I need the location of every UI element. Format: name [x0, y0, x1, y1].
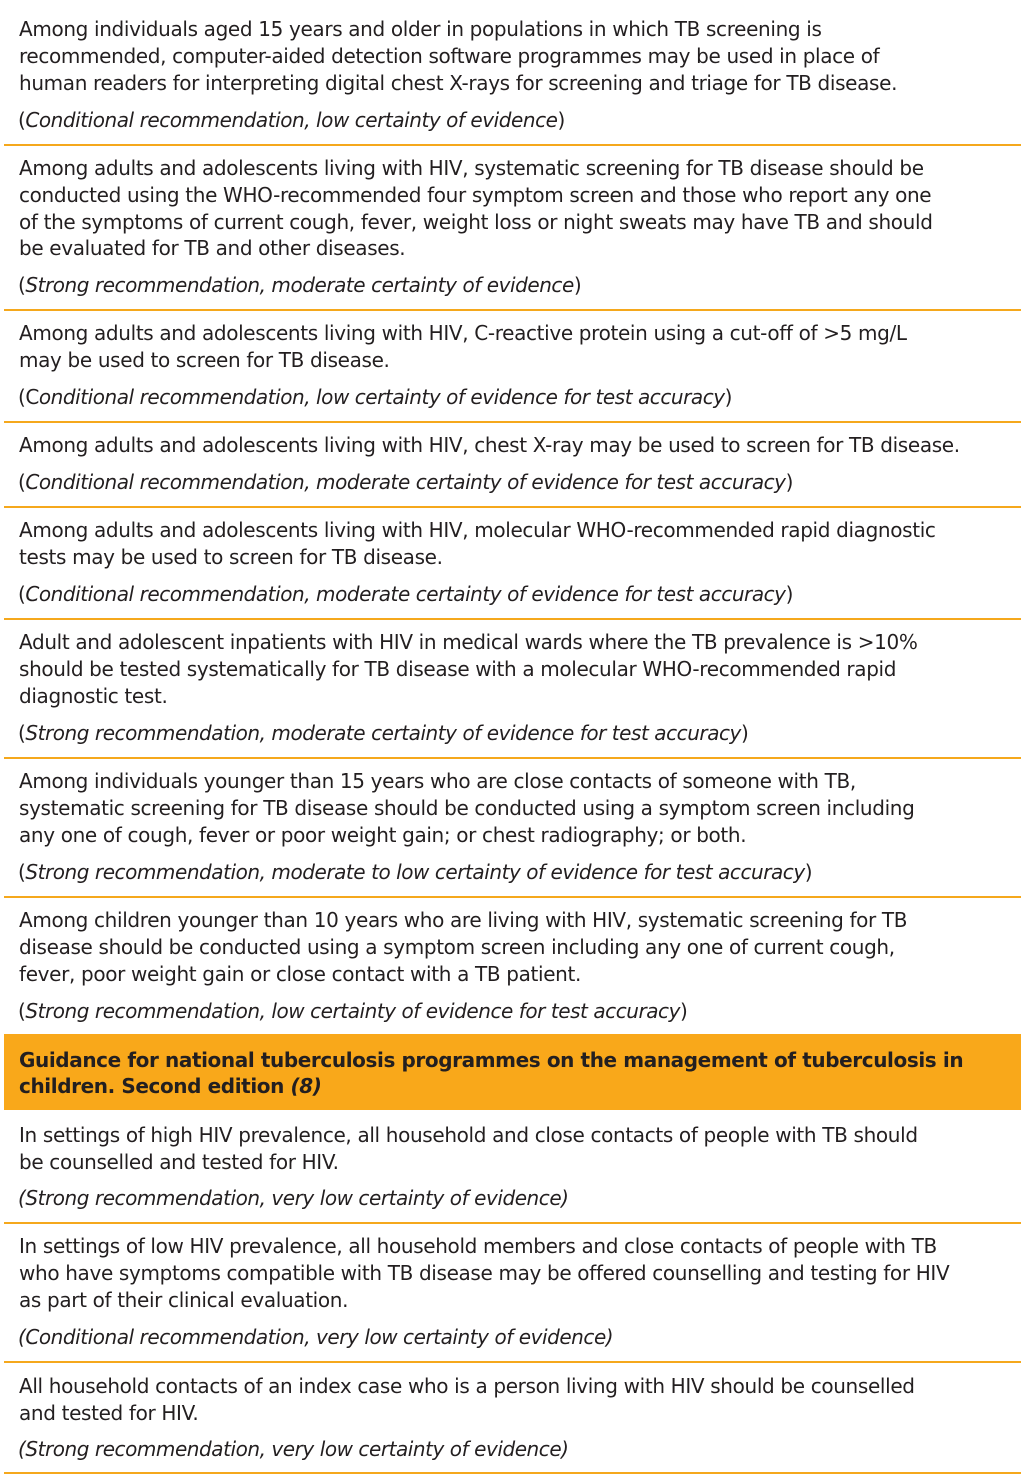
recommendation-line: tests may be used to screen for TB disease.	[19, 544, 443, 569]
recommendation-line: Among adults and adolescents living with HIV, chest X-ray may be used to screen for TB disease.	[19, 433, 960, 457]
recommendation-line: All household contacts of an index case who is a person living with HIV should be counselled	[19, 1374, 915, 1398]
recommendation-line: In settings of low HIV prevalence, all household members and close contacts of people with TB	[19, 1234, 937, 1258]
recommendation-line: disease should be conducted using a symptom screen including any one of current cough,	[19, 934, 895, 959]
recommendation-row	[4, 768, 1021, 848]
recommendation-strength: (Conditional recommendation, low certainty of evidence)	[18, 108, 565, 132]
recommendation-strength: (Conditional recommendation, moderate certainty of evidence for test accuracy)	[18, 470, 793, 494]
row-divider	[4, 309, 1021, 311]
recommendation-line: may be used to screen for TB disease.	[19, 347, 390, 372]
recommendation-line: human readers for interpreting digital chest X-rays for screening and triage for TB disease.	[19, 70, 898, 95]
recommendation-line: fever, poor weight gain or close contact with a TB patient.	[19, 961, 581, 986]
recommendation-strength: (Conditional recommendation, low certainty of evidence for test accuracy)	[18, 385, 732, 409]
recommendation-strength: (Strong recommendation, moderate certainty of evidence for test accuracy)	[18, 721, 749, 745]
recommendation-row	[4, 16, 1021, 96]
row-divider	[4, 1361, 1021, 1363]
recommendation-row	[4, 517, 1021, 571]
recommendation-line: In settings of high HIV prevalence, all household and close contacts of people with TB should	[19, 1123, 918, 1147]
recommendation-strength: (Conditional recommendation, very low certainty of evidence)	[18, 1325, 614, 1349]
recommendation-row	[4, 1373, 1021, 1427]
row-divider	[4, 144, 1021, 146]
recommendation-line: who have symptoms compatible with TB disease may be offered counselling and testing for HIV	[19, 1260, 950, 1285]
guideline-title-line: children. Second edition (8)	[19, 1074, 322, 1098]
recommendation-line: Adult and adolescent inpatients with HIV in medical wards where the TB prevalence is >10%	[19, 630, 918, 654]
recommendation-strength: (Strong recommendation, low certainty of evidence for test accuracy)	[18, 999, 688, 1023]
recommendation-line: and tested for HIV.	[19, 1400, 199, 1425]
row-divider	[4, 618, 1021, 620]
recommendation-row	[4, 1122, 1021, 1176]
recommendation-line: Among adults and adolescents living with HIV, C-reactive protein using a cut-off of >5 mg/L	[19, 321, 907, 345]
recommendation-line: be evaluated for TB and other diseases.	[19, 236, 406, 261]
recommendation-row	[4, 155, 1021, 262]
recommendation-line: conducted using the WHO-recommended four symptom screen and those who report any one	[19, 182, 932, 207]
recommendation-row	[4, 629, 1021, 709]
recommendation-line: any one of cough, fever or poor weight gain; or chest radiography; or both.	[19, 822, 747, 847]
recommendation-line: Among individuals aged 15 years and older in populations in which TB screening is	[19, 17, 822, 41]
recommendation-line: as part of their clinical evaluation.	[19, 1287, 349, 1312]
row-divider	[4, 1222, 1021, 1224]
recommendation-strength: (Strong recommendation, moderate to low certainty of evidence for test accuracy)	[18, 860, 813, 884]
recommendation-line: Among adults and adolescents living with HIV, molecular WHO-recommended rapid diagnostic	[19, 518, 936, 542]
recommendation-line: should be tested systematically for TB disease with a molecular WHO-recommended rapid	[19, 656, 897, 681]
recommendation-row	[4, 907, 1021, 987]
recommendation-line: diagnostic test.	[19, 683, 168, 708]
recommendation-line: of the symptoms of current cough, fever, weight loss or night sweats may have TB and should	[19, 209, 933, 234]
guideline-header	[4, 1034, 1021, 1110]
recommendation-strength: (Strong recommendation, very low certainty of evidence)	[18, 1186, 569, 1210]
recommendation-line: Among adults and adolescents living with HIV, systematic screening for TB disease should be	[19, 156, 924, 180]
recommendation-strength: (Strong recommendation, very low certainty of evidence)	[18, 1437, 569, 1461]
row-divider	[4, 757, 1021, 759]
row-divider	[4, 506, 1021, 508]
recommendation-line: systematic screening for TB disease should be conducted using a symptom screen including	[19, 795, 915, 820]
recommendation-line: Among children younger than 10 years who are living with HIV, systematic screening for TB	[19, 908, 908, 932]
recommendation-line: Among individuals younger than 15 years who are close contacts of someone with TB,	[19, 769, 856, 793]
recommendation-strength: (Strong recommendation, moderate certainty of evidence)	[18, 273, 582, 297]
recommendation-row	[4, 1233, 1021, 1313]
recommendation-row	[4, 320, 1021, 374]
row-divider	[4, 421, 1021, 423]
recommendation-strength: (Conditional recommendation, moderate certainty of evidence for test accuracy)	[18, 582, 793, 606]
recommendation-row	[4, 432, 1021, 459]
guideline-title-line: Guidance for national tuberculosis programmes on the management of tuberculosis in	[19, 1048, 964, 1072]
reference-number: (8)	[290, 1074, 322, 1098]
row-divider	[4, 1472, 1021, 1474]
row-divider	[4, 896, 1021, 898]
recommendation-line: be counselled and tested for HIV.	[19, 1149, 339, 1174]
recommendation-line: recommended, computer-aided detection software programmes may be used in place of	[19, 43, 880, 68]
